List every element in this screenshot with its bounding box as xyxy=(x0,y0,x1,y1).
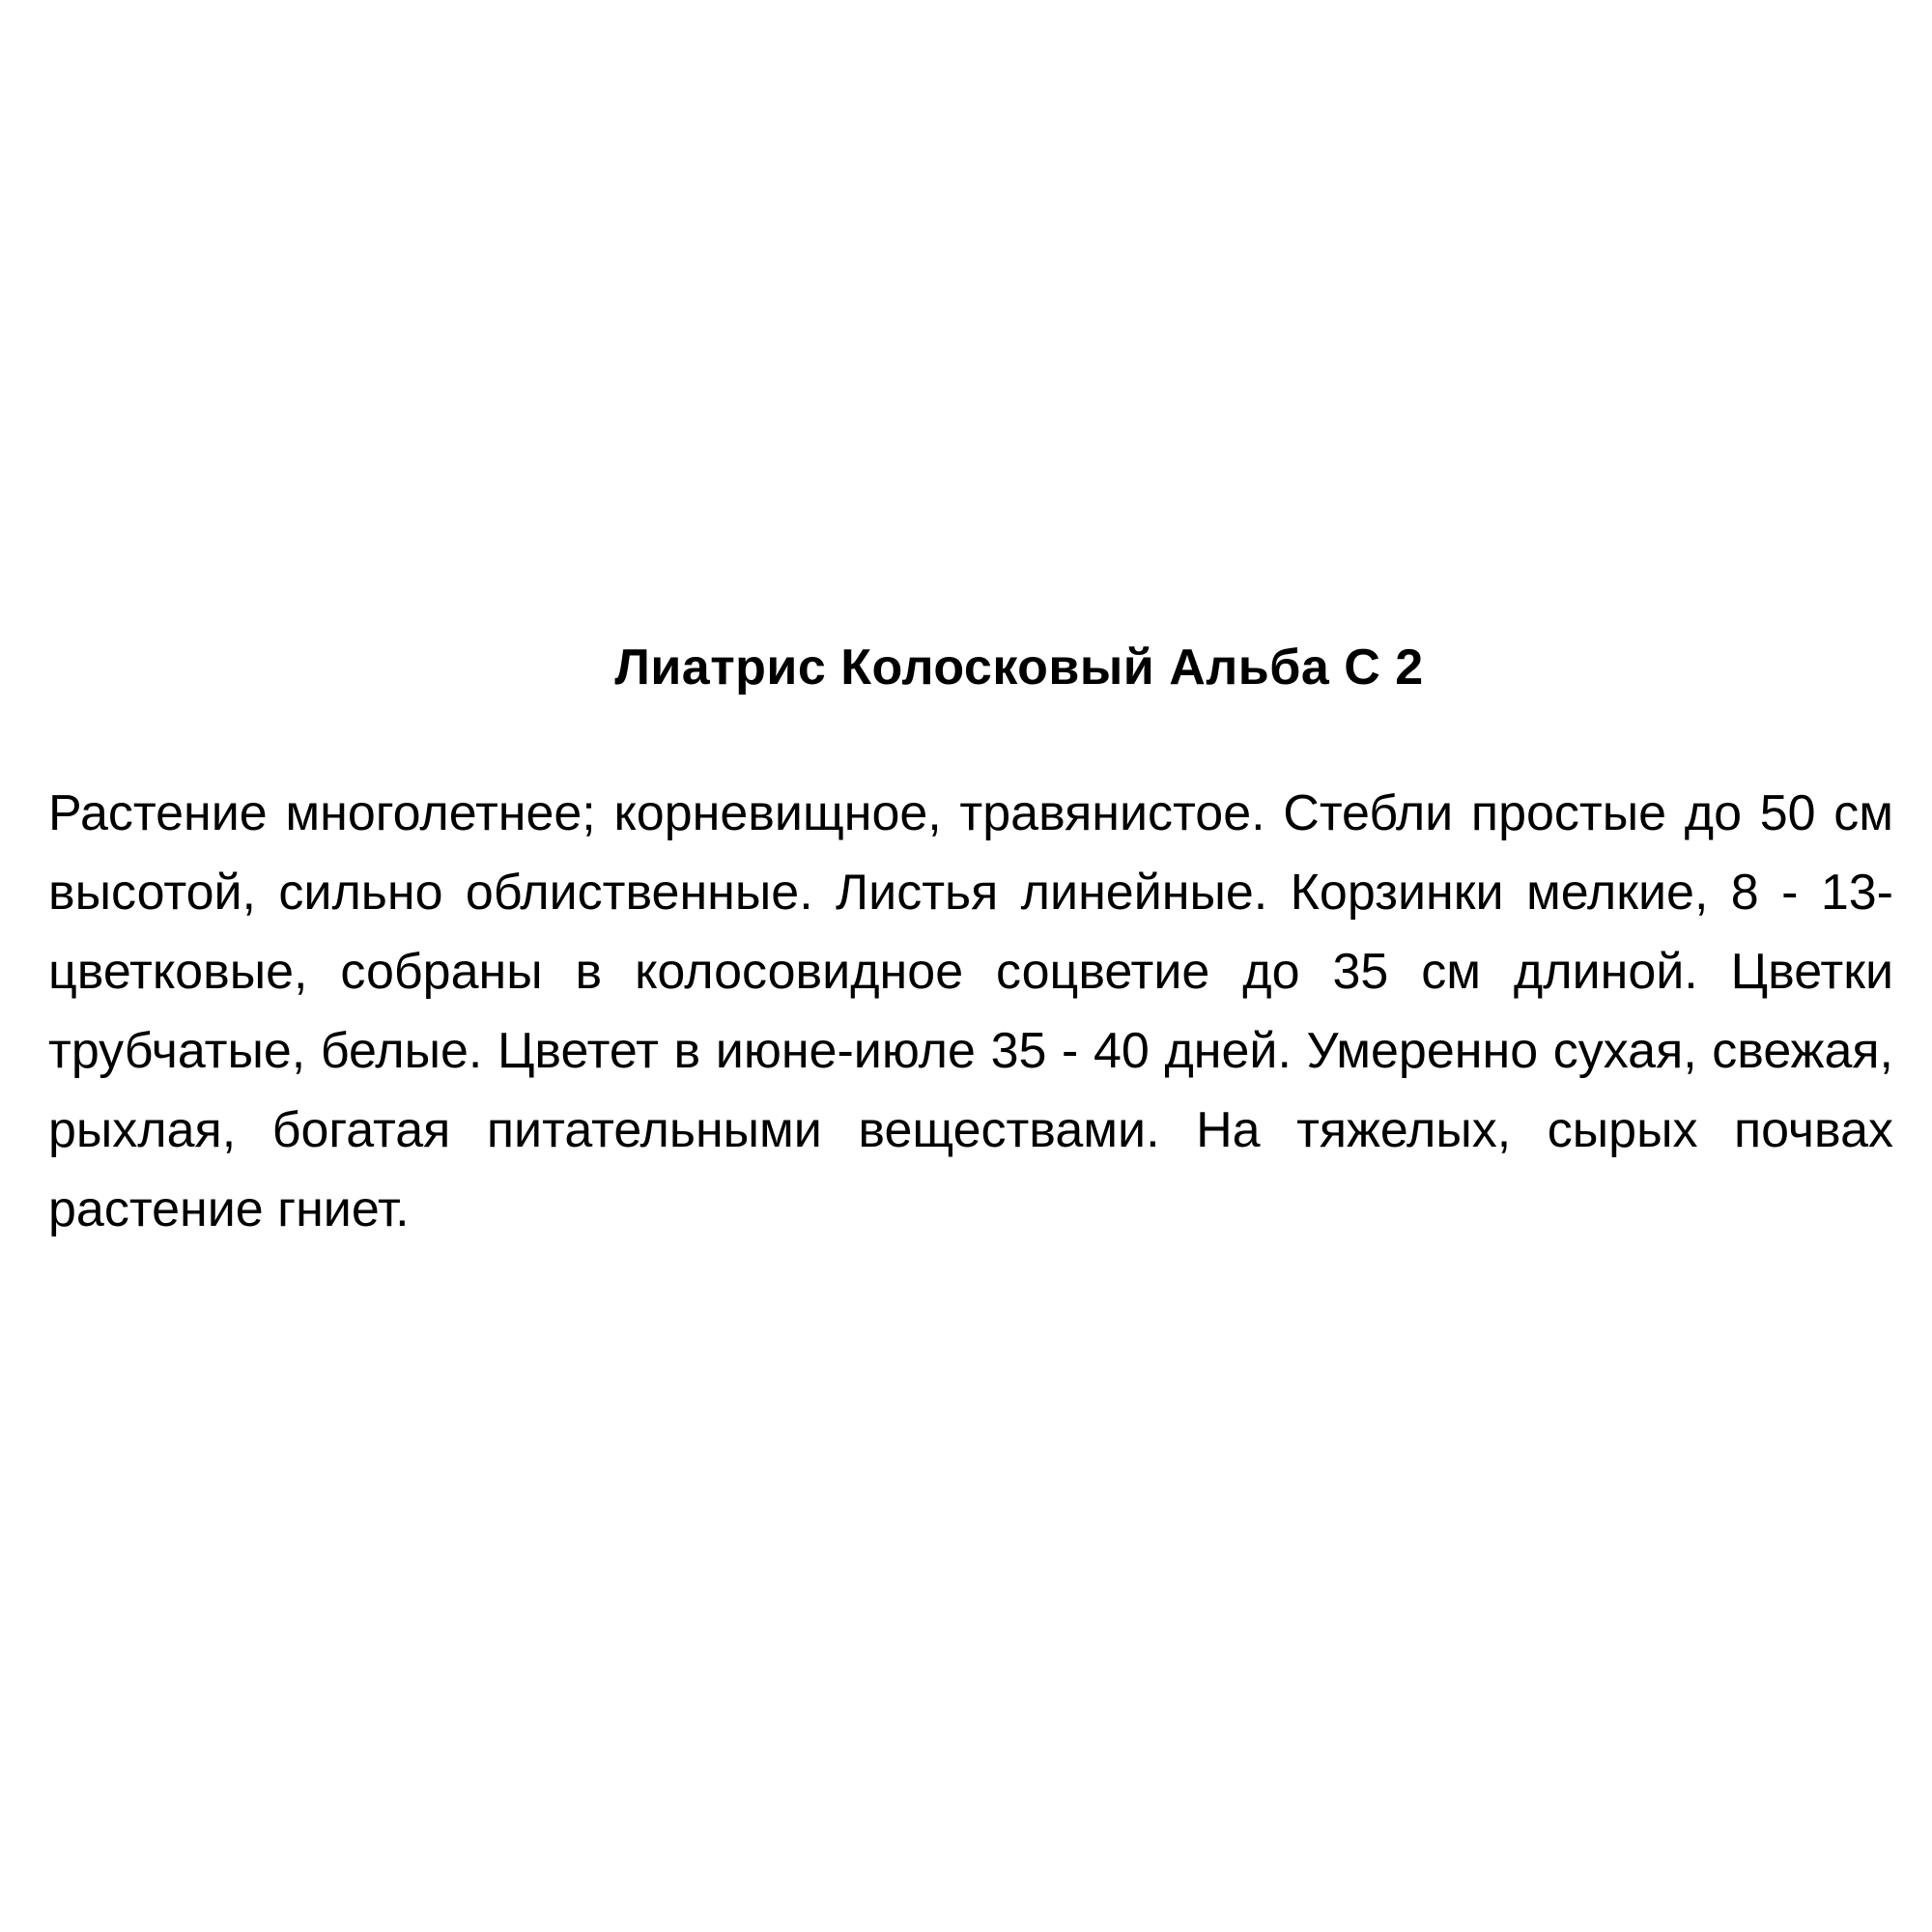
product-card xyxy=(48,633,1893,1249)
product-description: Растение многолетнее; корневищное, травянистое. Стебли простые до 50 см высотой, сильно облиственные. Листья линейные. Корзинки мелкие, 8 - 13-цветковые, собраны в колосовидное соцветие до 35 см длиной. Цветки трубчатые, белые. Цветет в июне-июле 35 - 40 дней. Умеренно сухая, свежая, рыхлая, богатая питательными веществами. На тяжелых, сырых почвах растение гниет. xyxy=(48,785,1893,1237)
product-title: Лиатрис Колосковый Альба С 2 xyxy=(614,639,1424,696)
